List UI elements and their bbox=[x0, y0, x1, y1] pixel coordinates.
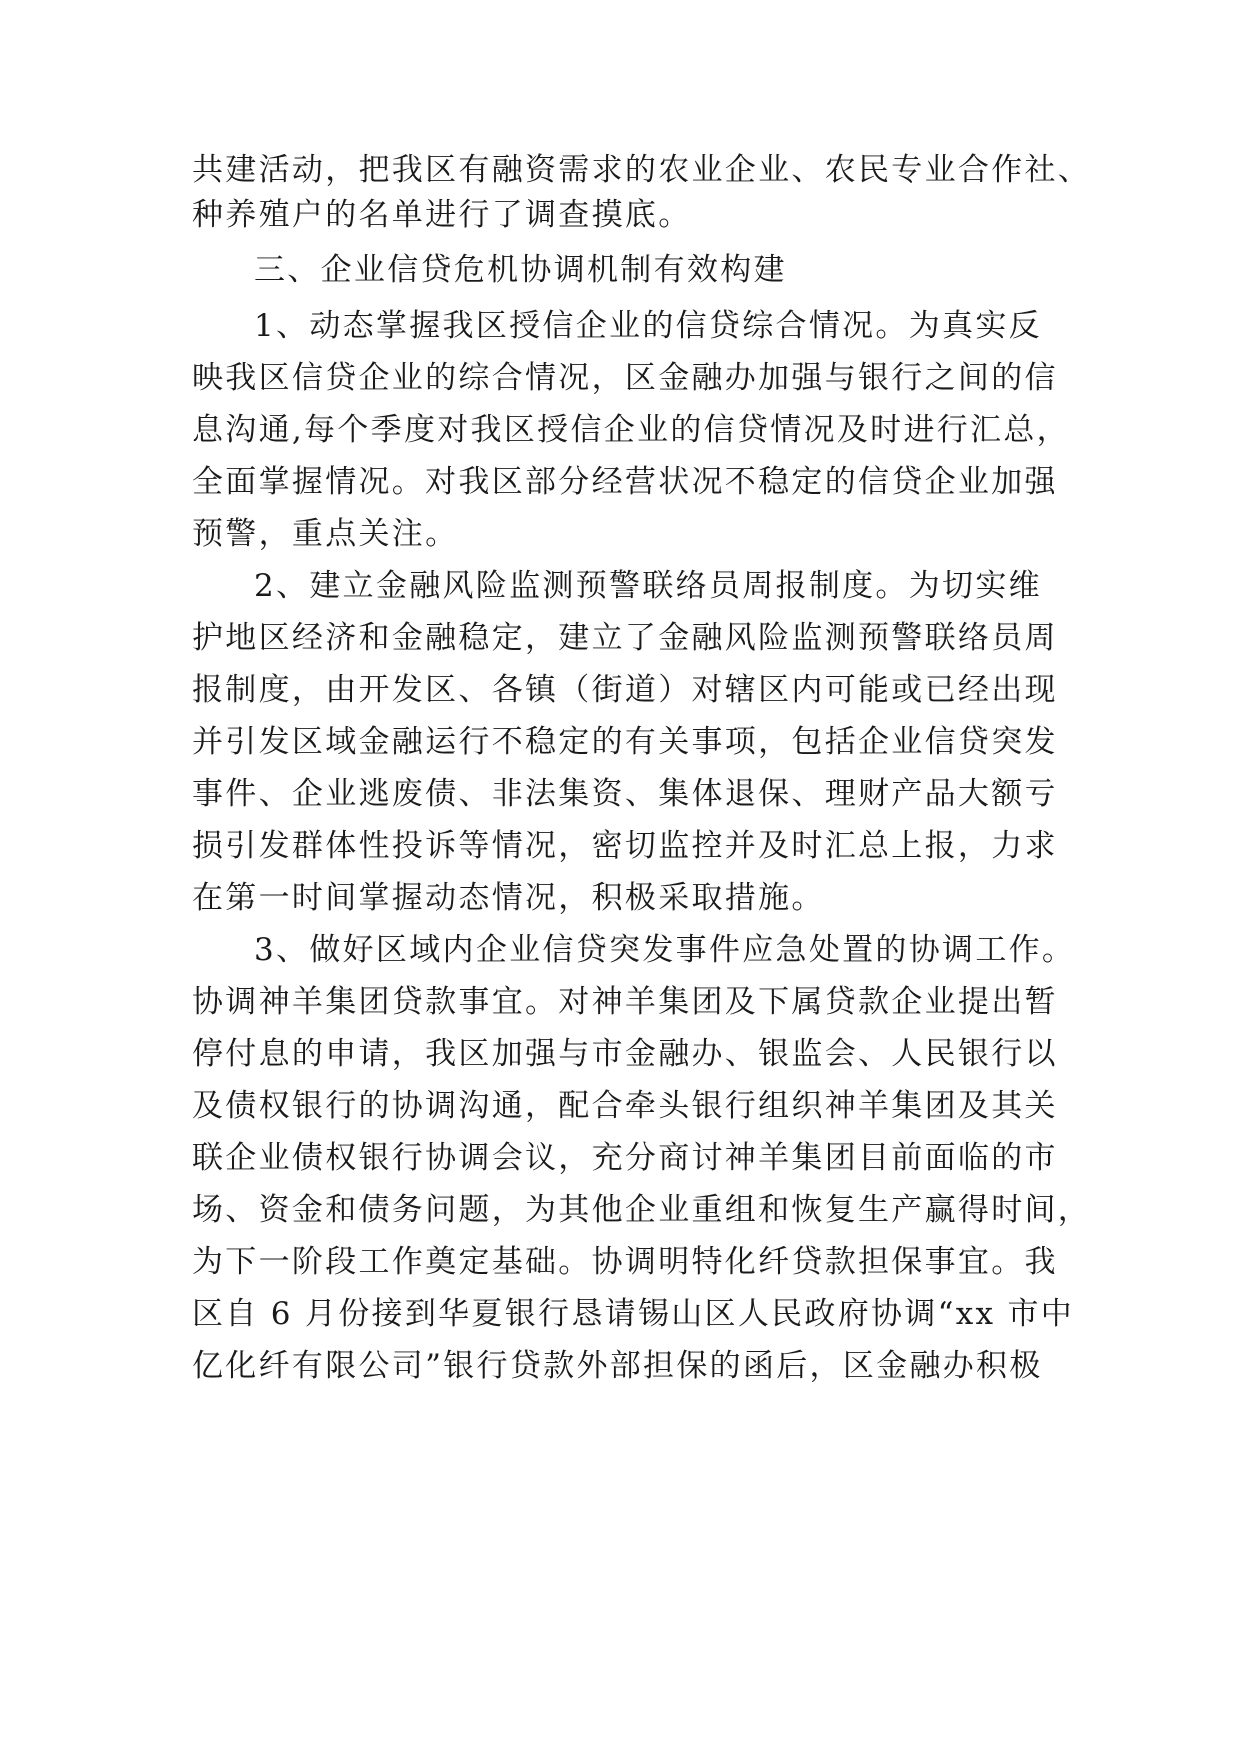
section-heading: 三、企业信贷危机协调机制有效构建 bbox=[254, 252, 787, 288]
text-line: 事件、企业逃废债、非法集资、集体退保、理财产品大额亏 bbox=[192, 776, 1058, 812]
text-line: 区自 6 月份接到华夏银行恳请锡山区人民政府协调“xx 市中 bbox=[192, 1296, 1075, 1332]
text-line: 共建活动，把我区有融资需求的农业企业、农民专业合作社、 bbox=[192, 152, 1092, 188]
text-line: 亿化纤有限公司”银行贷款外部担保的函后，区金融办积极 bbox=[192, 1348, 1043, 1384]
text-line: 联企业债权银行协调会议，充分商讨神羊集团目前面临的市 bbox=[192, 1140, 1058, 1176]
text-line: 3、做好区域内企业信贷突发事件应急处置的协调工作。 bbox=[254, 932, 1076, 968]
text-line: 2、建立金融风险监测预警联络员周报制度。为切实维 bbox=[254, 568, 1042, 604]
text-line: 1、动态掌握我区授信企业的信贷综合情况。为真实反 bbox=[254, 308, 1042, 344]
text-line: 为下一阶段工作奠定基础。协调明特化纤贷款担保事宜。我 bbox=[192, 1244, 1058, 1280]
text-line: 映我区信贷企业的综合情况，区金融办加强与银行之间的信 bbox=[192, 360, 1058, 396]
text-line: 在第一时间掌握动态情况，积极采取措施。 bbox=[192, 880, 825, 916]
text-line: 种养殖户的名单进行了调查摸底。 bbox=[192, 197, 692, 233]
text-line: 护地区经济和金融稳定，建立了金融风险监测预警联络员周 bbox=[192, 620, 1058, 656]
text-line: 协调神羊集团贷款事宜。对神羊集团及下属贷款企业提出暂 bbox=[192, 984, 1058, 1020]
text-line: 全面掌握情况。对我区部分经营状况不稳定的信贷企业加强 bbox=[192, 464, 1058, 500]
text-line: 息沟通,每个季度对我区授信企业的信贷情况及时进行汇总， bbox=[192, 412, 1070, 448]
text-line: 并引发区域金融运行不稳定的有关事项，包括企业信贷突发 bbox=[192, 724, 1058, 760]
text-line: 停付息的申请，我区加强与市金融办、银监会、人民银行以 bbox=[192, 1036, 1058, 1072]
text-line: 预警，重点关注。 bbox=[192, 516, 459, 552]
text-line: 场、资金和债务问题，为其他企业重组和恢复生产赢得时间， bbox=[192, 1192, 1092, 1228]
text-line: 及债权银行的协调沟通，配合牵头银行组织神羊集团及其关 bbox=[192, 1088, 1058, 1124]
text-line: 损引发群体性投诉等情况，密切监控并及时汇总上报，力求 bbox=[192, 828, 1058, 864]
text-line: 报制度，由开发区、各镇（街道）对辖区内可能或已经出现 bbox=[192, 672, 1058, 708]
